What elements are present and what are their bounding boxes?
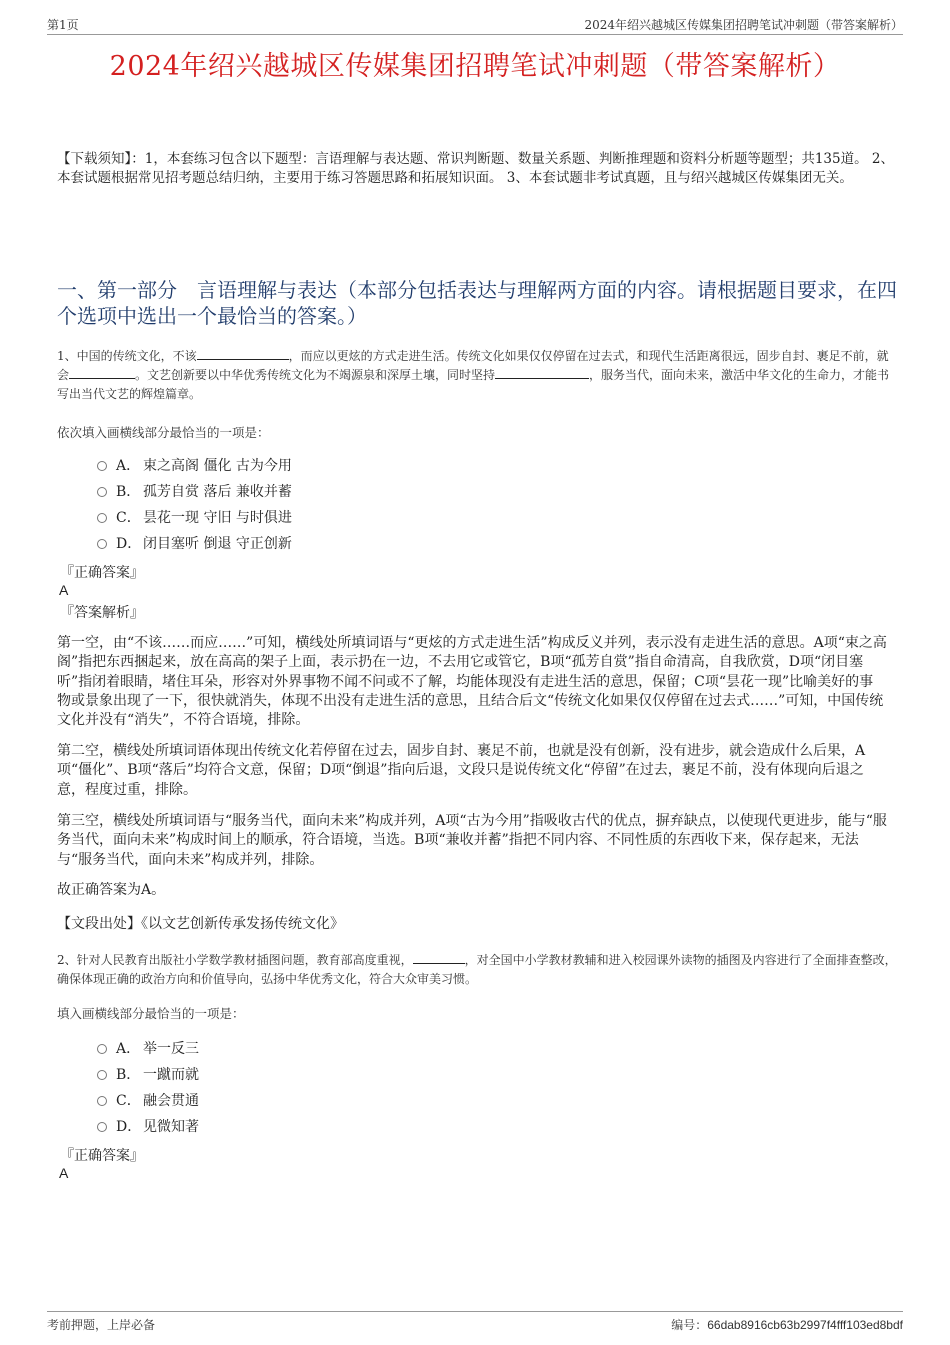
document-code: 编号：66dab8916cb63b2997f4fff103ed8bdf	[671, 1318, 903, 1332]
radio-icon[interactable]	[97, 513, 107, 523]
q2-option-c[interactable]: C． 融会贯通	[97, 1091, 199, 1111]
answer-blank	[495, 366, 589, 379]
question-1-prompt: 依次填入画横线部分最恰当的一项是：	[57, 425, 270, 440]
q1-option-b[interactable]: B． 孤芳自赏 落后 兼收并蓄	[97, 482, 292, 502]
correct-answer: A	[59, 1165, 69, 1181]
analysis-conclusion: 故正确答案为A。	[57, 882, 166, 898]
radio-icon[interactable]	[97, 461, 107, 471]
q2-option-a[interactable]: A． 举一反三	[97, 1039, 199, 1059]
analysis-paragraph: 第一空，由“不该……而应……”可知，横线处所填词语与“更炫的方式走进生活”构成反义并列，表示没有走进生活的意思。A项“束之高阁”指把东西捆起来，放在高高的架子上面，表示扔在一边，不去用它或管它，B项“孤芳自赏”指自命清高，自我欣赏，D项“闭目塞听”指闭着眼睛，堵住耳朵，形容对外界事物不闻不问或不了解，均能体现没有走进生活的意思，保留；C项“昙花一现”比喻美好的事物或景象出现了一下，很快就消失，体现不出没有走进生活的意思，且结合后文“传统文化如果仅仅停留在过去式……”可知，中国传统文化并没有“消失”，不符合语境，排除。	[57, 635, 887, 729]
radio-icon[interactable]	[97, 1122, 107, 1132]
radio-icon[interactable]	[97, 1044, 107, 1054]
radio-icon[interactable]	[97, 487, 107, 497]
download-notice: 【下载须知】：1，本套练习包含以下题型：言语理解与表达题、常识判断题、数量关系题、判断推理题和资料分析题等题型；共135道。 2、本套试题根据常见招考题总结归纳，主要用于练习答题思路和拓展知识面。 3、本套试题非考试真题，且与绍兴越城区传媒集团无关。	[57, 151, 894, 186]
analysis-paragraph: 第三空，横线处所填词语与“服务当代，面向未来”构成并列，A项“古为今用”指吸收古代的优点，摒弃缺点，以使现代更进步，能与“服务当代，面向未来”构成时间上的顺承，符合语境，当选。B项“兼收并蓄”指把不同内容、不同性质的东西收下来，保存起来，无法与“服务当代，面向未来”构成并列，排除。	[57, 813, 887, 868]
answer-blank	[413, 951, 465, 964]
correct-answer-label: 『正确答案』	[60, 1148, 144, 1164]
analysis-paragraph: 第二空，横线处所填词语体现出传统文化若停留在过去，固步自封、裹足不前，也就是没有创新，没有进步，就会造成什么后果，A项“僵化”、B项“落后”均符合文意，保留；D项“倒退”指向后退，文段只是说传统文化“停留”在过去，裹足不前，没有体现向后退之意，程度过重，排除。	[57, 743, 866, 798]
analysis-label: 『答案解析』	[60, 605, 144, 621]
correct-answer-label: 『正确答案』	[60, 565, 144, 581]
text-source: 【文段出处】《以文艺创新传承发扬传统文化》	[57, 916, 344, 932]
answer-blank	[69, 366, 135, 379]
radio-icon[interactable]	[97, 1096, 107, 1106]
radio-icon[interactable]	[97, 539, 107, 549]
page-footer	[47, 1311, 903, 1336]
page-number: 第1页	[47, 18, 79, 32]
radio-icon[interactable]	[97, 1070, 107, 1080]
q2-option-b[interactable]: B． 一蹴而就	[97, 1065, 199, 1085]
document-title: 2024年绍兴越城区传媒集团招聘笔试冲刺题（带答案解析）	[109, 51, 841, 82]
question-2-stem: 2、针对人民教育出版社小学数学教材插图问题，教育部高度重视， ，对全国中小学教材教辅和进入校园课外读物的插图及内容进行了全面排查整改，确保体现正确的政治方向和价值导向，弘扬中华优秀文化，符合大众审美习惯。	[57, 953, 897, 986]
footer-slogan: 考前押题，上岸必备	[47, 1318, 156, 1332]
section-heading: 一、第一部分 言语理解与表达（本部分包括表达与理解两方面的内容。请根据题目要求，在四个选项中选出一个最恰当的答案。）	[57, 278, 897, 328]
answer-blank	[197, 347, 289, 360]
correct-answer: A	[59, 582, 69, 598]
q1-option-a[interactable]: A． 束之高阁 僵化 古为今用	[97, 456, 292, 476]
question-2-prompt: 填入画横线部分最恰当的一项是：	[57, 1006, 245, 1021]
q1-option-c[interactable]: C． 昙花一现 守旧 与时俱进	[97, 508, 292, 528]
header-doc-title: 2024年绍兴越城区传媒集团招聘笔试冲刺题（带答案解析）	[584, 18, 903, 32]
q1-option-d[interactable]: D． 闭目塞听 倒退 守正创新	[97, 534, 292, 554]
question-1-stem: 1、中国的传统文化，不该 ，而应以更炫的方式走进生活。传统文化如果仅仅停留在过去式，和现代生活距离很远，固步自封、裹足不前，就会 。文艺创新要以中华优秀传统文化为不竭源泉和深厚土壤，同时坚持 ，服务当代，面向未来，激活中华文化的生命力，才能书写出当代文艺的辉煌篇章。	[57, 349, 890, 401]
q2-option-d[interactable]: D． 见微知著	[97, 1117, 199, 1137]
page-header	[47, 14, 903, 35]
